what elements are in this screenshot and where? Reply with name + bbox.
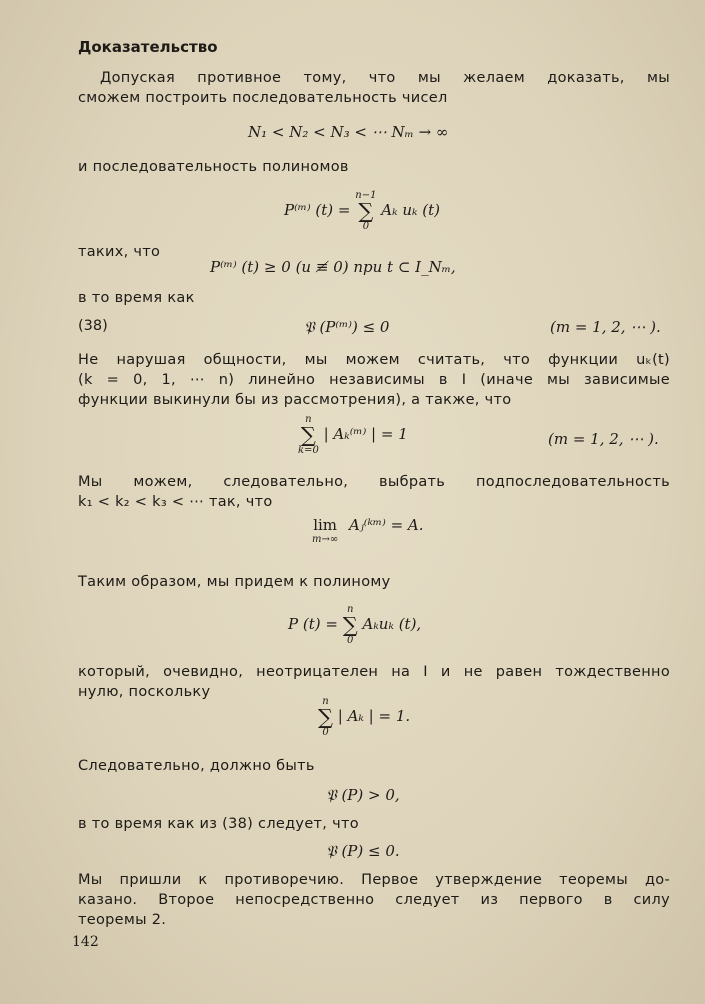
text-line: теоремы 2. — [78, 912, 167, 928]
sum-symbol — [318, 696, 333, 738]
paragraph-subsequence — [78, 472, 670, 512]
text-line: и последовательность полиномов — [78, 159, 349, 175]
text-line: Мы пришли к противоречию. Первое утверждение теоремы до- — [78, 872, 670, 888]
equation-polynomial-Pm — [284, 190, 440, 232]
text-line: таких, что — [78, 244, 161, 260]
equation-positive: 𝔓 (P) > 0, — [326, 786, 400, 804]
sigma-icon: ∑ — [342, 613, 358, 637]
equation-lhs: P⁽ᵐ⁾ (t) = — [284, 201, 351, 219]
section-heading: Доказательство — [78, 38, 218, 56]
text-line: в то время как — [78, 290, 195, 306]
text-line: нулю, поскольку — [78, 684, 211, 700]
text-line: Мы можем, следовательно, выбрать подпоследовательность — [78, 474, 670, 490]
paragraph-conclusion — [78, 870, 670, 930]
sum-upper-limit: n — [346, 604, 354, 615]
text-line: Допуская противное тому, что мы желаем доказать, мы — [100, 70, 670, 86]
equation-range: (m = 1, 2, ⋯ ). — [550, 318, 661, 336]
equation-polynomial-P — [288, 604, 421, 646]
equation-limit — [312, 516, 424, 545]
equation-condition: P⁽ᵐ⁾ (t) ≥ 0 (u ≢ 0) при t ⊂ I_Nₘ, — [210, 258, 456, 276]
limit-operator — [312, 516, 338, 545]
paragraph-assumption — [78, 68, 670, 108]
equation-38: 𝔓 (P⁽ᵐ⁾) ≤ 0 — [304, 318, 390, 336]
sum-lower-limit: 0 — [362, 221, 370, 232]
text-line: казано. Второе непосредственно следует из первого в силу — [78, 892, 670, 908]
equation-rhs: Aₖ uₖ (t) — [381, 201, 440, 219]
page-number: 142 — [72, 934, 99, 950]
equation-rhs: Aₖuₖ (t), — [362, 615, 422, 633]
equation-number: (38) — [78, 318, 108, 334]
equation-nonpositive: 𝔓 (P) ≤ 0. — [326, 842, 400, 860]
lim-subscript: m→∞ — [312, 534, 339, 545]
text-line: Не нарушая общности, мы можем считать, что функции uₖ(t) — [78, 352, 670, 368]
sum-upper-limit: n — [305, 414, 312, 425]
sum-upper-limit: n — [322, 696, 329, 707]
paragraph-generality — [78, 350, 670, 410]
text-line: Следовательно, должно быть — [78, 758, 315, 774]
sum-symbol — [355, 190, 376, 232]
text-line: (k = 0, 1, ⋯ n) линейно независимы в I (иначе мы зависимые — [78, 372, 670, 388]
equation-sum-A — [318, 696, 410, 738]
sum-lower-limit: 0 — [347, 635, 354, 646]
equation-sequence-N: N₁ < N₂ < N₃ < ⋯ Nₘ → ∞ — [248, 123, 449, 141]
equation-range: (m = 1, 2, ⋯ ). — [548, 430, 659, 448]
text-line: Таким образом, мы придем к полиному — [78, 574, 391, 590]
sum-lower-limit: k=0 — [298, 445, 319, 456]
text-line: функции выкинули бы из рассмотрения), а также, что — [78, 392, 512, 408]
equation-rhs: | Aₖ⁽ᵐ⁾ | = 1 — [323, 425, 408, 443]
text-line: сможем построить последовательность чисел — [78, 90, 448, 106]
equation-normalization — [298, 414, 408, 456]
equation-rhs: | Aₖ | = 1. — [337, 707, 411, 725]
text-line: который, очевидно, неотрицателен на I и не равен тождественно — [78, 664, 670, 680]
sigma-icon: ∑ — [318, 705, 333, 729]
text-line: k₁ < k₂ < k₃ < ⋯ так, что — [78, 494, 273, 510]
equation-rhs: Aⱼ⁽ᵏᵐ⁾ = A. — [348, 516, 424, 534]
text-line: в то время как из (38) следует, что — [78, 816, 359, 832]
lim-label: lim — [313, 516, 338, 534]
sigma-icon: ∑ — [358, 199, 374, 223]
sum-symbol — [298, 414, 319, 456]
equation-lhs: P (t) = — [288, 615, 338, 633]
sigma-icon: ∑ — [300, 423, 316, 447]
sum-upper-limit: n−1 — [355, 190, 377, 201]
sum-lower-limit: 0 — [322, 727, 329, 738]
sum-symbol — [343, 604, 358, 646]
